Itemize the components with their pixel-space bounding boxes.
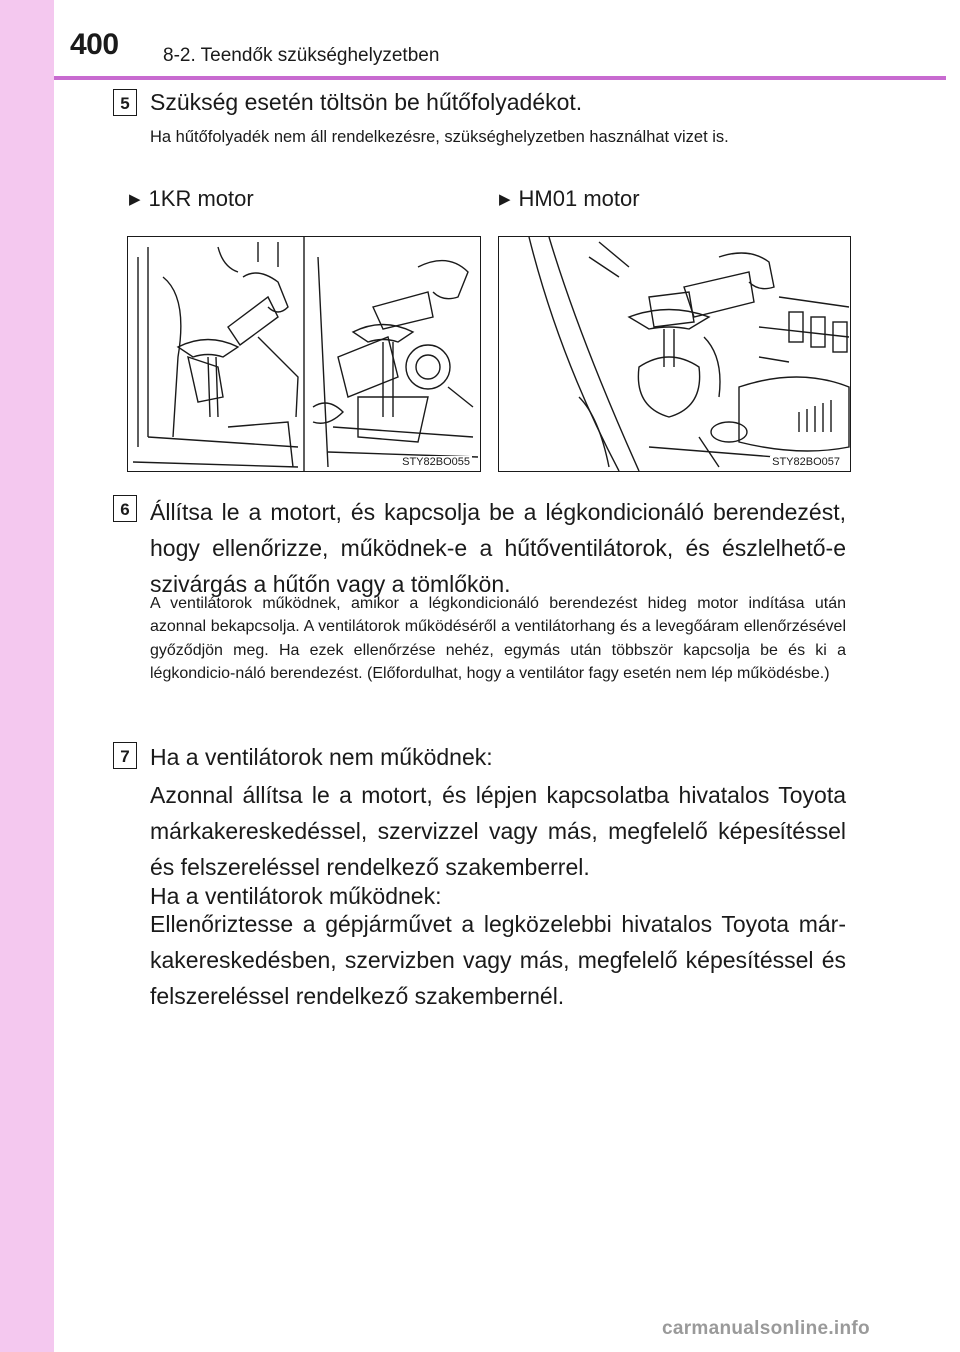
page-sidebar — [0, 0, 54, 1352]
engine-drawing-hm01 — [499, 237, 850, 471]
triangle-right-icon: ▶ — [499, 191, 511, 208]
step-6-number: 6 — [113, 495, 137, 522]
step-7-heading-not-working: Ha a ventilátorok nem működnek: — [150, 744, 493, 770]
step-7-text-not-working: Azonnal állítsa le a motort, és lépjen kapcsolatba hivatalos Toyota márkakereskedéssel, szervizzel vagy más, megfelelő képesítéssel és felszereléssel rendelkező szakemberrel. — [150, 782, 846, 880]
motor-label-1kr-text: 1KR motor — [148, 186, 254, 211]
section-title: 8-2. Teendők szükséghelyzetben — [163, 45, 440, 66]
step-6-note: A ventilátorok működnek, amikor a légkondicionáló berendezést hideg motor indítása után azonnal bekapcsolja. A ventilátorok működéséről a ventilátorhang és a levegőáram ellenőrzésével győződjön meg. Ha ezek ellenőrzése nehéz, egymás után többször kapcsolja be és ki a légkondicio-náló berendezést. (Előfordulhat, hogy a ventilátor fagy esetén nem lép működésbe.) — [150, 595, 846, 683]
motor-label-hm01-text: HM01 motor — [518, 186, 640, 211]
step-6-title: Állítsa le a motort, és kapcsolja be a légkondicionáló berendezést, hogy ellenőrizze, működnek-e a hűtőventilátorok, és észlelhető-e szivárgás a hűtőn vagy a tömlőkön. — [150, 499, 846, 597]
header-rule — [54, 76, 946, 80]
step-7-text-working: Ellenőriztesse a gépjárművet a legközelebbi hivatalos Toyota már-kakereskedésben, szervizben vagy más, megfelelő képesítéssel és felszereléssel rendelkező szakembernél. — [150, 911, 846, 1009]
engine-drawing-1kr — [128, 237, 480, 471]
figure-code-hm01: STY82BO057 — [772, 456, 840, 468]
illustration-hm01-coolant — [498, 236, 851, 472]
step-7-number: 7 — [113, 742, 137, 769]
triangle-right-icon: ▶ — [129, 191, 141, 208]
illustration-1kr-coolant — [127, 236, 481, 472]
figure-code-1kr: STY82BO055 — [402, 456, 470, 468]
footer-watermark: carmanualsonline.info — [662, 1318, 870, 1339]
step-7-heading-working: Ha a ventilátorok működnek: — [150, 883, 442, 909]
step-5-note: Ha hűtőfolyadék nem áll rendelkezésre, szükséghelyzetben használhat vizet is. — [150, 128, 729, 146]
step-5-number: 5 — [113, 89, 137, 116]
motor-label-1kr — [129, 186, 254, 212]
page-number: 400 — [70, 28, 119, 61]
motor-label-hm01 — [499, 186, 640, 212]
step-5-title: Szükség esetén töltsön be hűtőfolyadékot. — [150, 89, 583, 115]
